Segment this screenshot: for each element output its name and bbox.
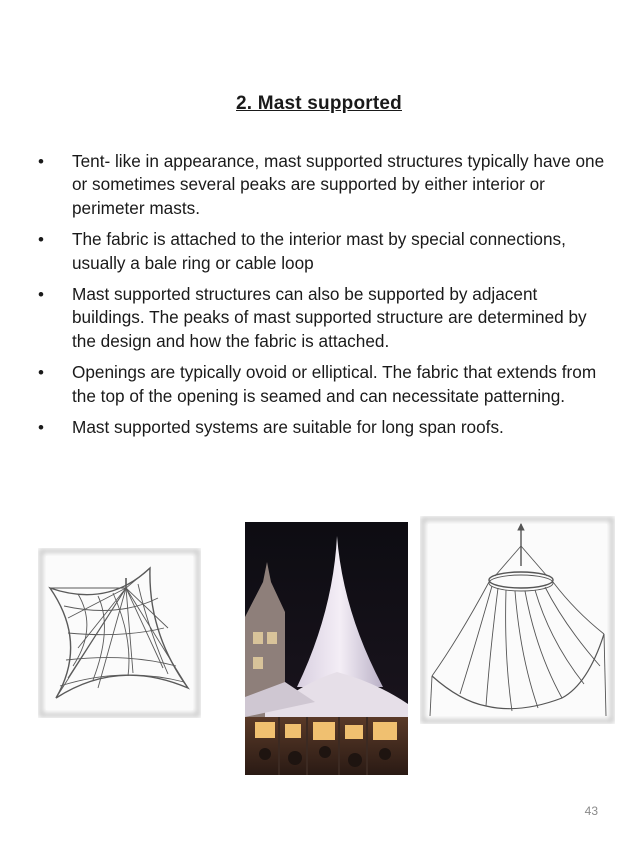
- slide-title: 2. Mast supported: [236, 93, 402, 114]
- bullet-marker: •: [38, 285, 44, 305]
- tent-structure-night-photo: [245, 522, 408, 775]
- bullet-text: Openings are typically ovoid or elliptical. The fabric that extends from the top of the opening is seamed and can necessitate patterning.: [72, 362, 597, 406]
- bullet-item: [36, 150, 606, 220]
- bullet-text: Tent- like in appearance, mast supported structures typically have one or sometimes several peaks are supported by either interior or perimeter masts.: [72, 151, 605, 218]
- bullet-item: [36, 283, 606, 353]
- bullet-marker: •: [38, 363, 44, 383]
- page-number: 43: [584, 804, 598, 818]
- bullet-list: [36, 150, 606, 447]
- bale-ring-mast-sketch: [420, 516, 615, 724]
- bullet-text: Mast supported structures can also be supported by adjacent buildings. The peaks of mast supported structure are determined by the design and how the fabric is attached.: [72, 284, 587, 351]
- bullet-text: The fabric is attached to the interior mast by special connections, usually a bale ring or cable loop: [72, 229, 566, 273]
- bullet-item: [36, 228, 606, 275]
- bullet-marker: •: [38, 418, 44, 438]
- bullet-marker: •: [38, 152, 44, 171]
- bullet-marker: •: [38, 230, 44, 250]
- cable-net-tent-sketch: [38, 548, 201, 718]
- bullet-item: [36, 416, 606, 439]
- bullet-item: [36, 361, 606, 408]
- bullet-text: Mast supported systems are suitable for long span roofs.: [72, 417, 504, 438]
